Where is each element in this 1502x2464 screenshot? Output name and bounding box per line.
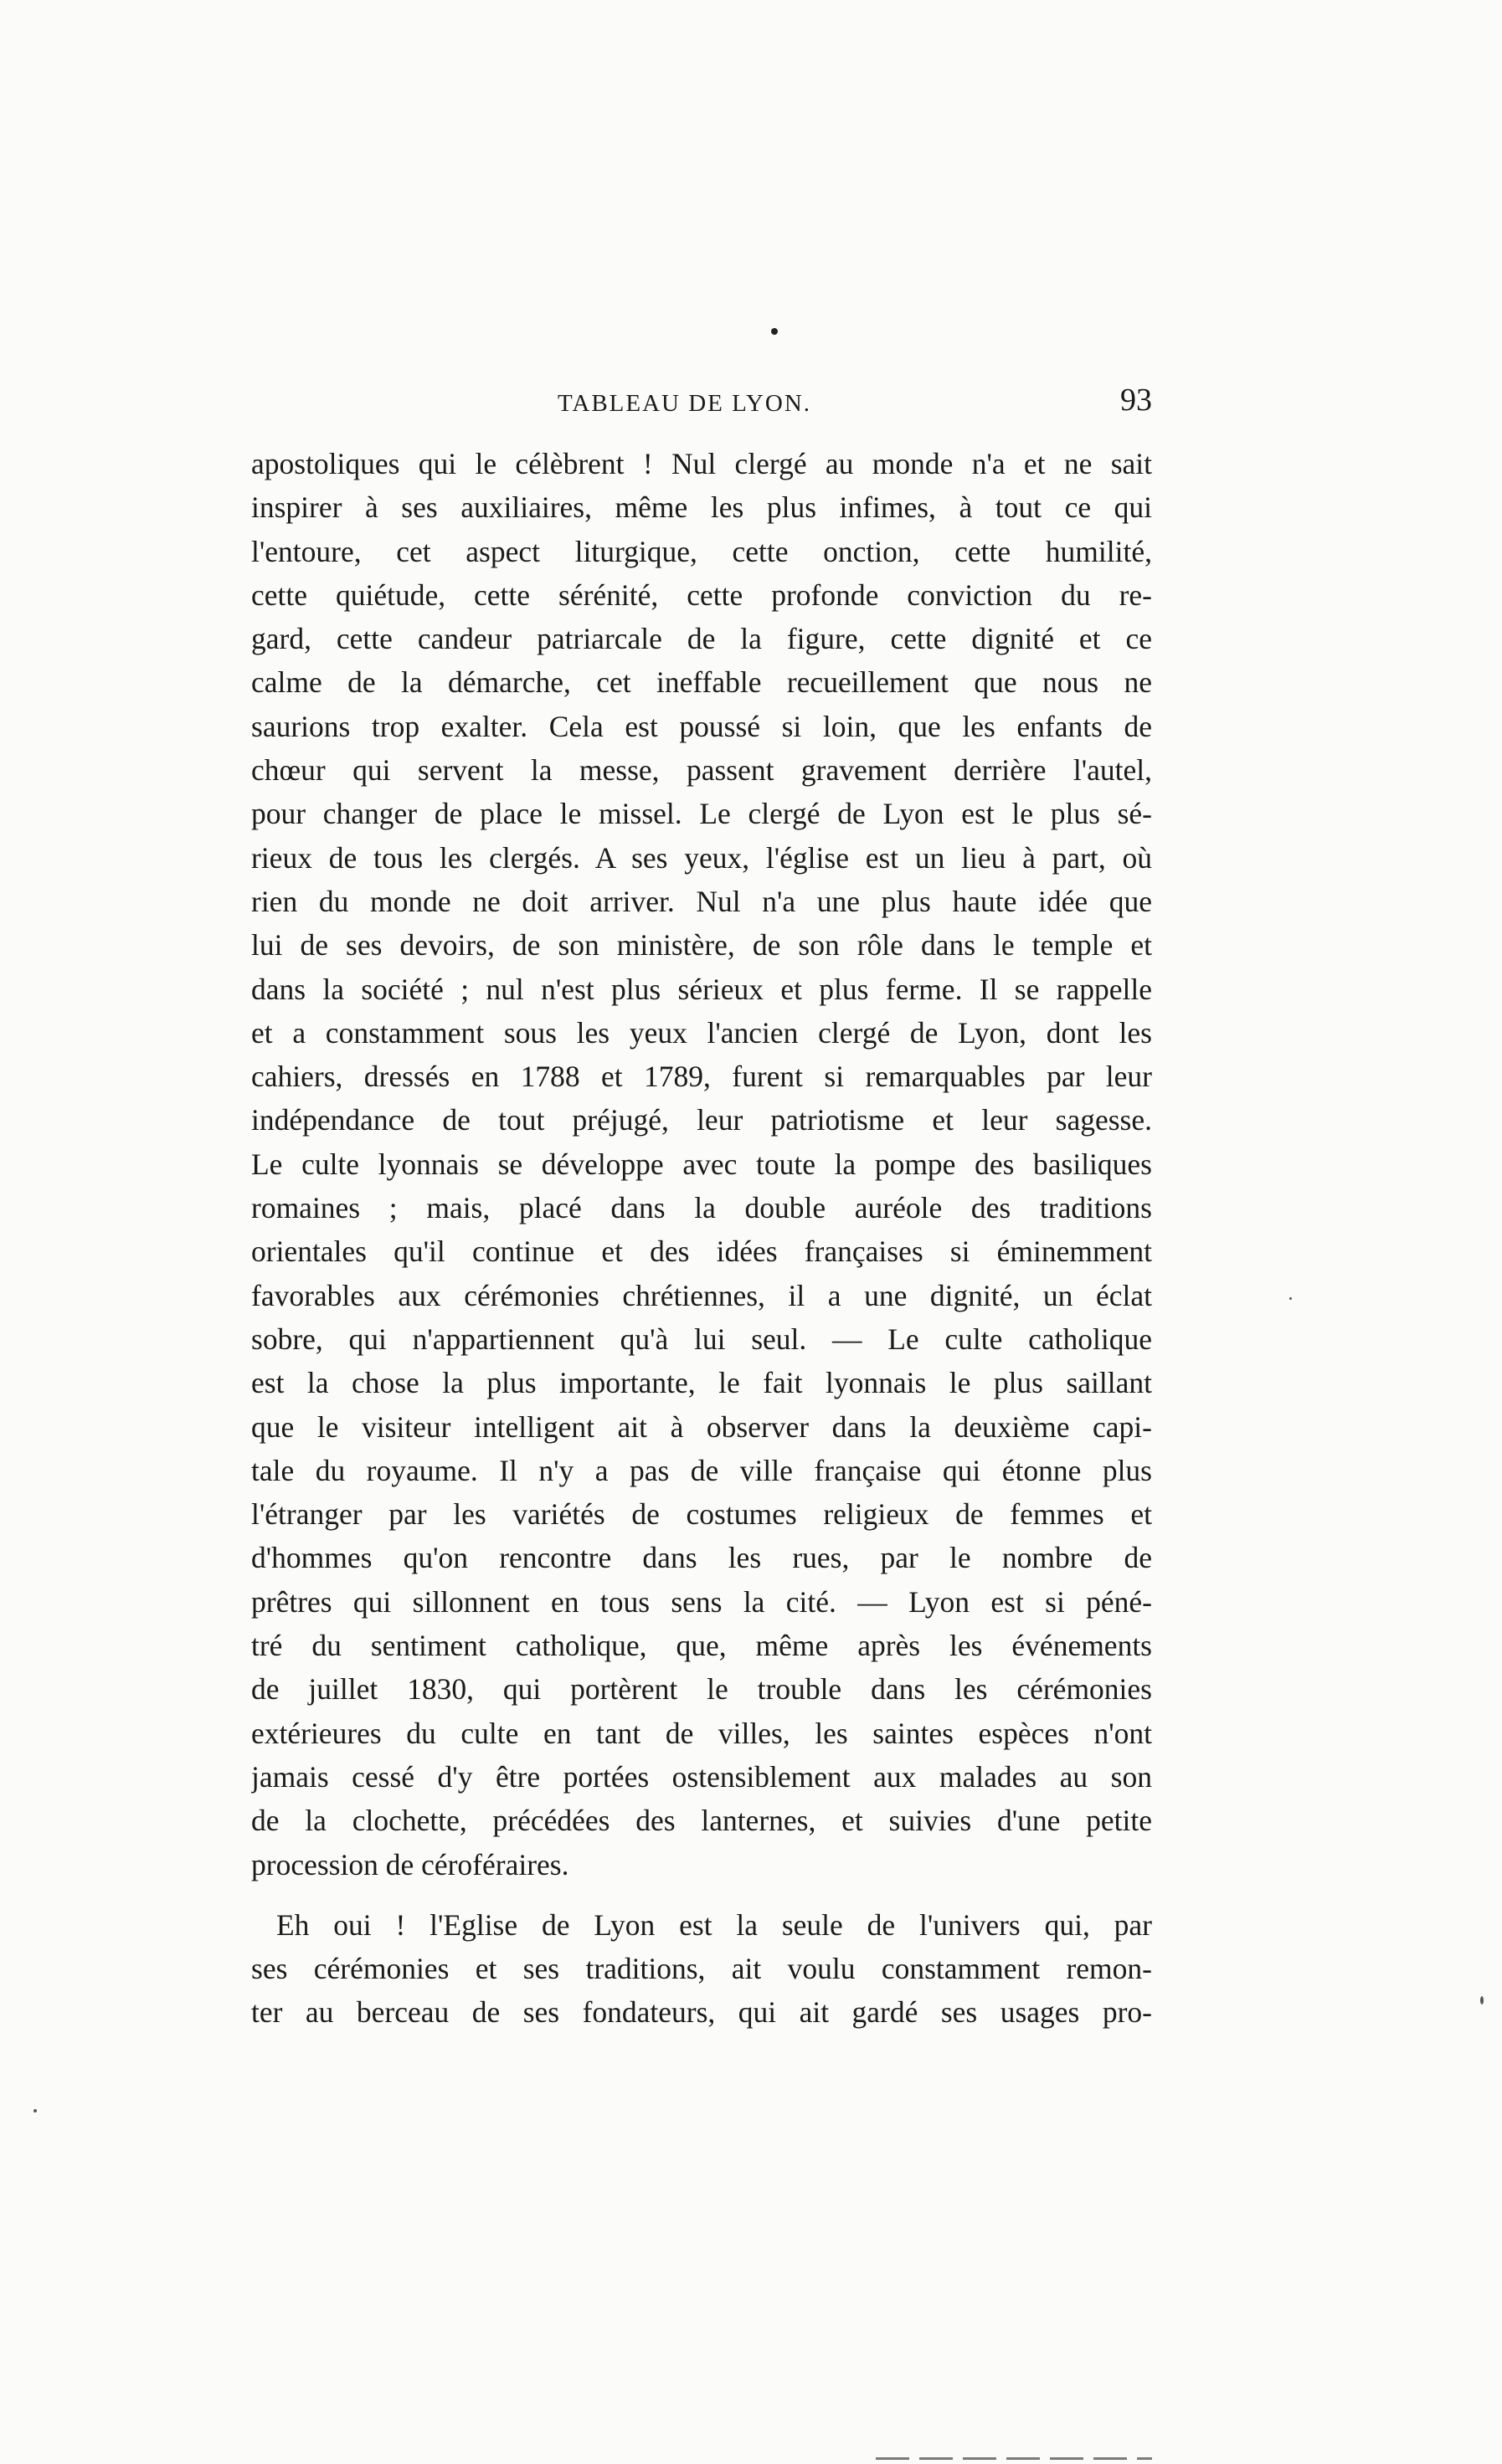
- text-line: romaines ; mais, placé dans la double auréole des traditions: [251, 1191, 1152, 1225]
- text-line: procession de céroféraires.: [251, 1847, 569, 1881]
- text-line: est la chose la plus importante, le fait lyonnais le plus saillant: [251, 1366, 1152, 1400]
- body-text: [251, 442, 1152, 2035]
- text-line: ses cérémonies et ses traditions, ait voulu constamment remon-: [251, 1952, 1152, 1986]
- text-line: Le culte lyonnais se développe avec toute la pompe des basiliques: [251, 1147, 1152, 1181]
- text-line: jamais cessé d'y être portées ostensiblement aux malades au son: [251, 1759, 1152, 1794]
- paragraph: [251, 1903, 1152, 2035]
- text-line: calme de la démarche, cet ineffable recueillement que nous ne: [251, 665, 1152, 700]
- text-line: chœur qui servent la messe, passent gravement derrière l'autel,: [251, 753, 1152, 788]
- bottom-rule: [876, 2457, 1152, 2460]
- paper-speck: [1480, 1996, 1484, 2005]
- paper-speck: [33, 2109, 37, 2112]
- text-line: orientales qu'il continue et des idées françaises si éminemment: [251, 1235, 1152, 1269]
- ink-dot: [771, 328, 778, 335]
- text-line: indépendance de tout préjugé, leur patriotisme et leur sagesse.: [251, 1103, 1152, 1137]
- text-line: de juillet 1830, qui portèrent le trouble dans les cérémonies: [251, 1672, 1152, 1707]
- page-header: [251, 382, 1152, 432]
- text-line: l'étranger par les variétés de costumes religieux de femmes et: [251, 1497, 1152, 1532]
- text-line: ter au berceau de ses fondateurs, qui ait gardé ses usages pro-: [251, 1995, 1152, 2030]
- paper-speck: [1289, 1297, 1292, 1300]
- text-line: tale du royaume. Il n'y a pas de ville française qui étonne plus: [251, 1453, 1152, 1487]
- text-line: prêtres qui sillonnent en tous sens la cité. — Lyon est si péné-: [251, 1584, 1152, 1619]
- text-line: Eh oui ! l'Eglise de Lyon est la seule de l'univers qui, par: [276, 1907, 1152, 1942]
- text-line: d'hommes qu'on rencontre dans les rues, par le nombre de: [251, 1541, 1152, 1575]
- text-line: l'entoure, cet aspect liturgique, cette onction, cette humilité,: [251, 534, 1152, 568]
- text-line: rieux de tous les clergés. A ses yeux, l'église est un lieu à part, où: [251, 840, 1152, 875]
- text-line: apostoliques qui le célèbrent ! Nul clergé au monde n'a et ne sait: [251, 447, 1152, 480]
- text-line: gard, cette candeur patriarcale de la figure, cette dignité et ce: [251, 622, 1152, 656]
- text-line: de la clochette, précédées des lanternes, et suivies d'une petite: [251, 1804, 1152, 1838]
- paragraph-gap: [251, 1887, 1152, 1903]
- text-line: lui de ses devoirs, de son ministère, de son rôle dans le temple et: [251, 928, 1152, 963]
- text-line: et a constamment sous les yeux l'ancien clergé de Lyon, dont les: [251, 1015, 1152, 1050]
- running-head: TABLEAU DE LYON.: [558, 390, 812, 417]
- text-line: sobre, qui n'appartiennent qu'à lui seul. — Le culte catholique: [251, 1322, 1152, 1356]
- text-line: cahiers, dressés en 1788 et 1789, furent si remarquables par leur: [251, 1060, 1152, 1094]
- text-line: favorables aux cérémonies chrétiennes, il a une dignité, un éclat: [251, 1278, 1152, 1312]
- text-line: saurions trop exalter. Cela est poussé si loin, que les enfants de: [251, 709, 1152, 743]
- text-line: extérieures du culte en tant de villes, les saintes espèces n'ont: [251, 1716, 1152, 1750]
- text-line: dans la société ; nul n'est plus sérieux et plus ferme. Il se rappelle: [251, 972, 1152, 1006]
- page-number: 93: [1120, 382, 1152, 418]
- text-line: tré du sentiment catholique, que, même après les événements: [251, 1629, 1152, 1663]
- text-line: cette quiétude, cette sérénité, cette profonde conviction du re-: [251, 578, 1152, 612]
- text-line: inspirer à ses auxiliaires, même les plus infimes, à tout ce qui: [251, 490, 1152, 525]
- paragraph: [251, 442, 1152, 1887]
- text-line: rien du monde ne doit arriver. Nul n'a une plus haute idée que: [251, 884, 1152, 918]
- text-line: que le visiteur intelligent ait à observer dans la deuxième capi-: [251, 1409, 1152, 1444]
- text-line: pour changer de place le missel. Le clergé de Lyon est le plus sé-: [251, 797, 1152, 831]
